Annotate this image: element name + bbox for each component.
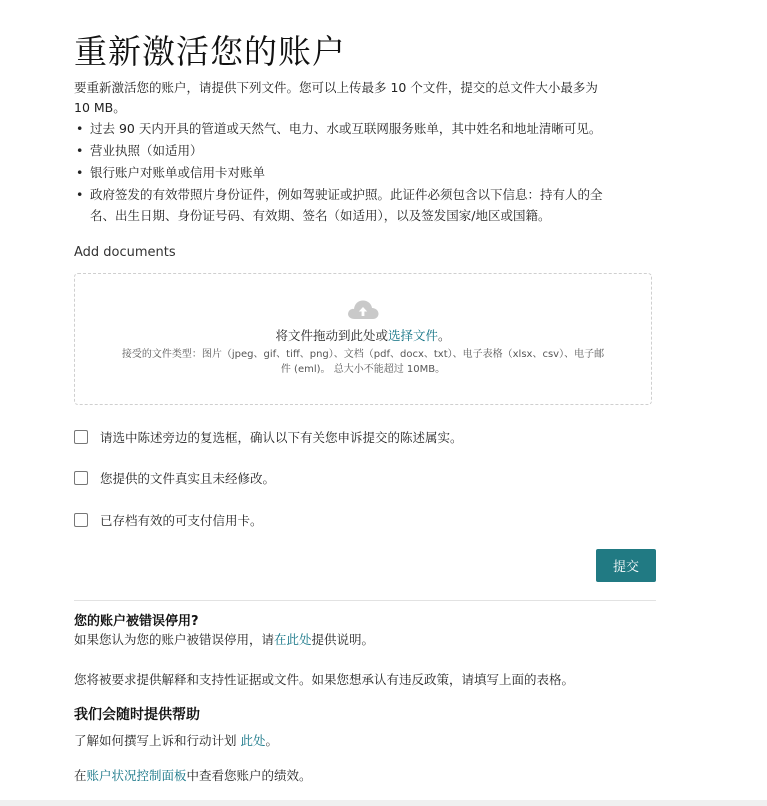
checkbox-credit-card-on-file[interactable]: 已存档有效的可支付信用卡。 xyxy=(74,511,263,529)
list-item: • 过去 90 天内开具的管道或天然气、电力、水或互联网服务账单，其中姓名和地址清晰可见。 xyxy=(76,121,602,136)
checkbox-documents-authentic[interactable]: 您提供的文件真实且未经修改。 xyxy=(74,469,275,487)
appeal-plan-link[interactable]: 此处 xyxy=(240,733,266,748)
intro-text xyxy=(74,78,652,118)
drop-instructions: 将文件拖动到此处或选择文件。 xyxy=(275,328,451,343)
account-health-dashboard-link[interactable]: 账户状况控制面板 xyxy=(86,768,187,783)
file-dropzone[interactable] xyxy=(74,273,652,405)
checkbox-statement-confirm[interactable]: 请选中陈述旁边的复选框，确认以下有关您申诉提交的陈述属实。 xyxy=(74,428,463,446)
checkbox[interactable] xyxy=(74,513,88,527)
intro-line-2: 10 MB。 xyxy=(74,100,126,115)
intro-line-1: 要重新激活您的账户，请提供下列文件。您可以上传最多 10 个文件，提交的总文件大小最多为 xyxy=(74,80,598,95)
list-item: • 银行账户对账单或信用卡对账单 xyxy=(76,165,266,180)
divider xyxy=(74,600,656,601)
dashboard-text: 在账户状况控制面板中查看您账户的绩效。 xyxy=(74,768,312,783)
list-item: • 营业执照（如适用） xyxy=(76,143,203,158)
checkbox[interactable] xyxy=(74,430,88,444)
add-documents-label: Add documents xyxy=(74,245,176,260)
select-files-link[interactable]: 选择文件 xyxy=(387,328,438,343)
accepted-file-types: 接受的文件类型：图片（jpeg、gif、tiff、png）、文档（pdf、docx、txt）、电子表格（xlsx、csv）、电子邮 件 (eml)。 总大小不能超过 10MB。 xyxy=(121,349,605,375)
requirements-list xyxy=(74,118,654,227)
bottom-edge xyxy=(0,800,767,806)
cloud-upload-icon xyxy=(346,298,380,320)
list-item: • 政府签发的有效带照片身份证件，例如驾驶证或护照。此证件必须包含以下信息：持有人的全 名、出生日期、身份证号码、有效期、签名（如适用），以及签发国家/地区或国籍。 xyxy=(76,187,603,223)
explain-here-link[interactable]: 在此处 xyxy=(274,632,312,647)
appeal-plan-text: 了解如何撰写上诉和行动计划 此处。 xyxy=(74,733,279,748)
wrongly-deactivated-text: 如果您认为您的账户被错误停用，请在此处提供说明。 xyxy=(74,632,375,647)
support-heading: 我们会随时提供帮助 xyxy=(74,707,200,723)
submit-button[interactable]: 提交 xyxy=(596,549,656,582)
wrongly-deactivated-heading: 您的账户被错误停用? xyxy=(74,614,199,629)
page-title: 重新激活您的账户 xyxy=(74,32,346,71)
checkbox[interactable] xyxy=(74,471,88,485)
evidence-text: 您将被要求提供解释和支持性证据或文件。如果您想承认有违反政策，请填写上面的表格。 xyxy=(74,672,575,687)
